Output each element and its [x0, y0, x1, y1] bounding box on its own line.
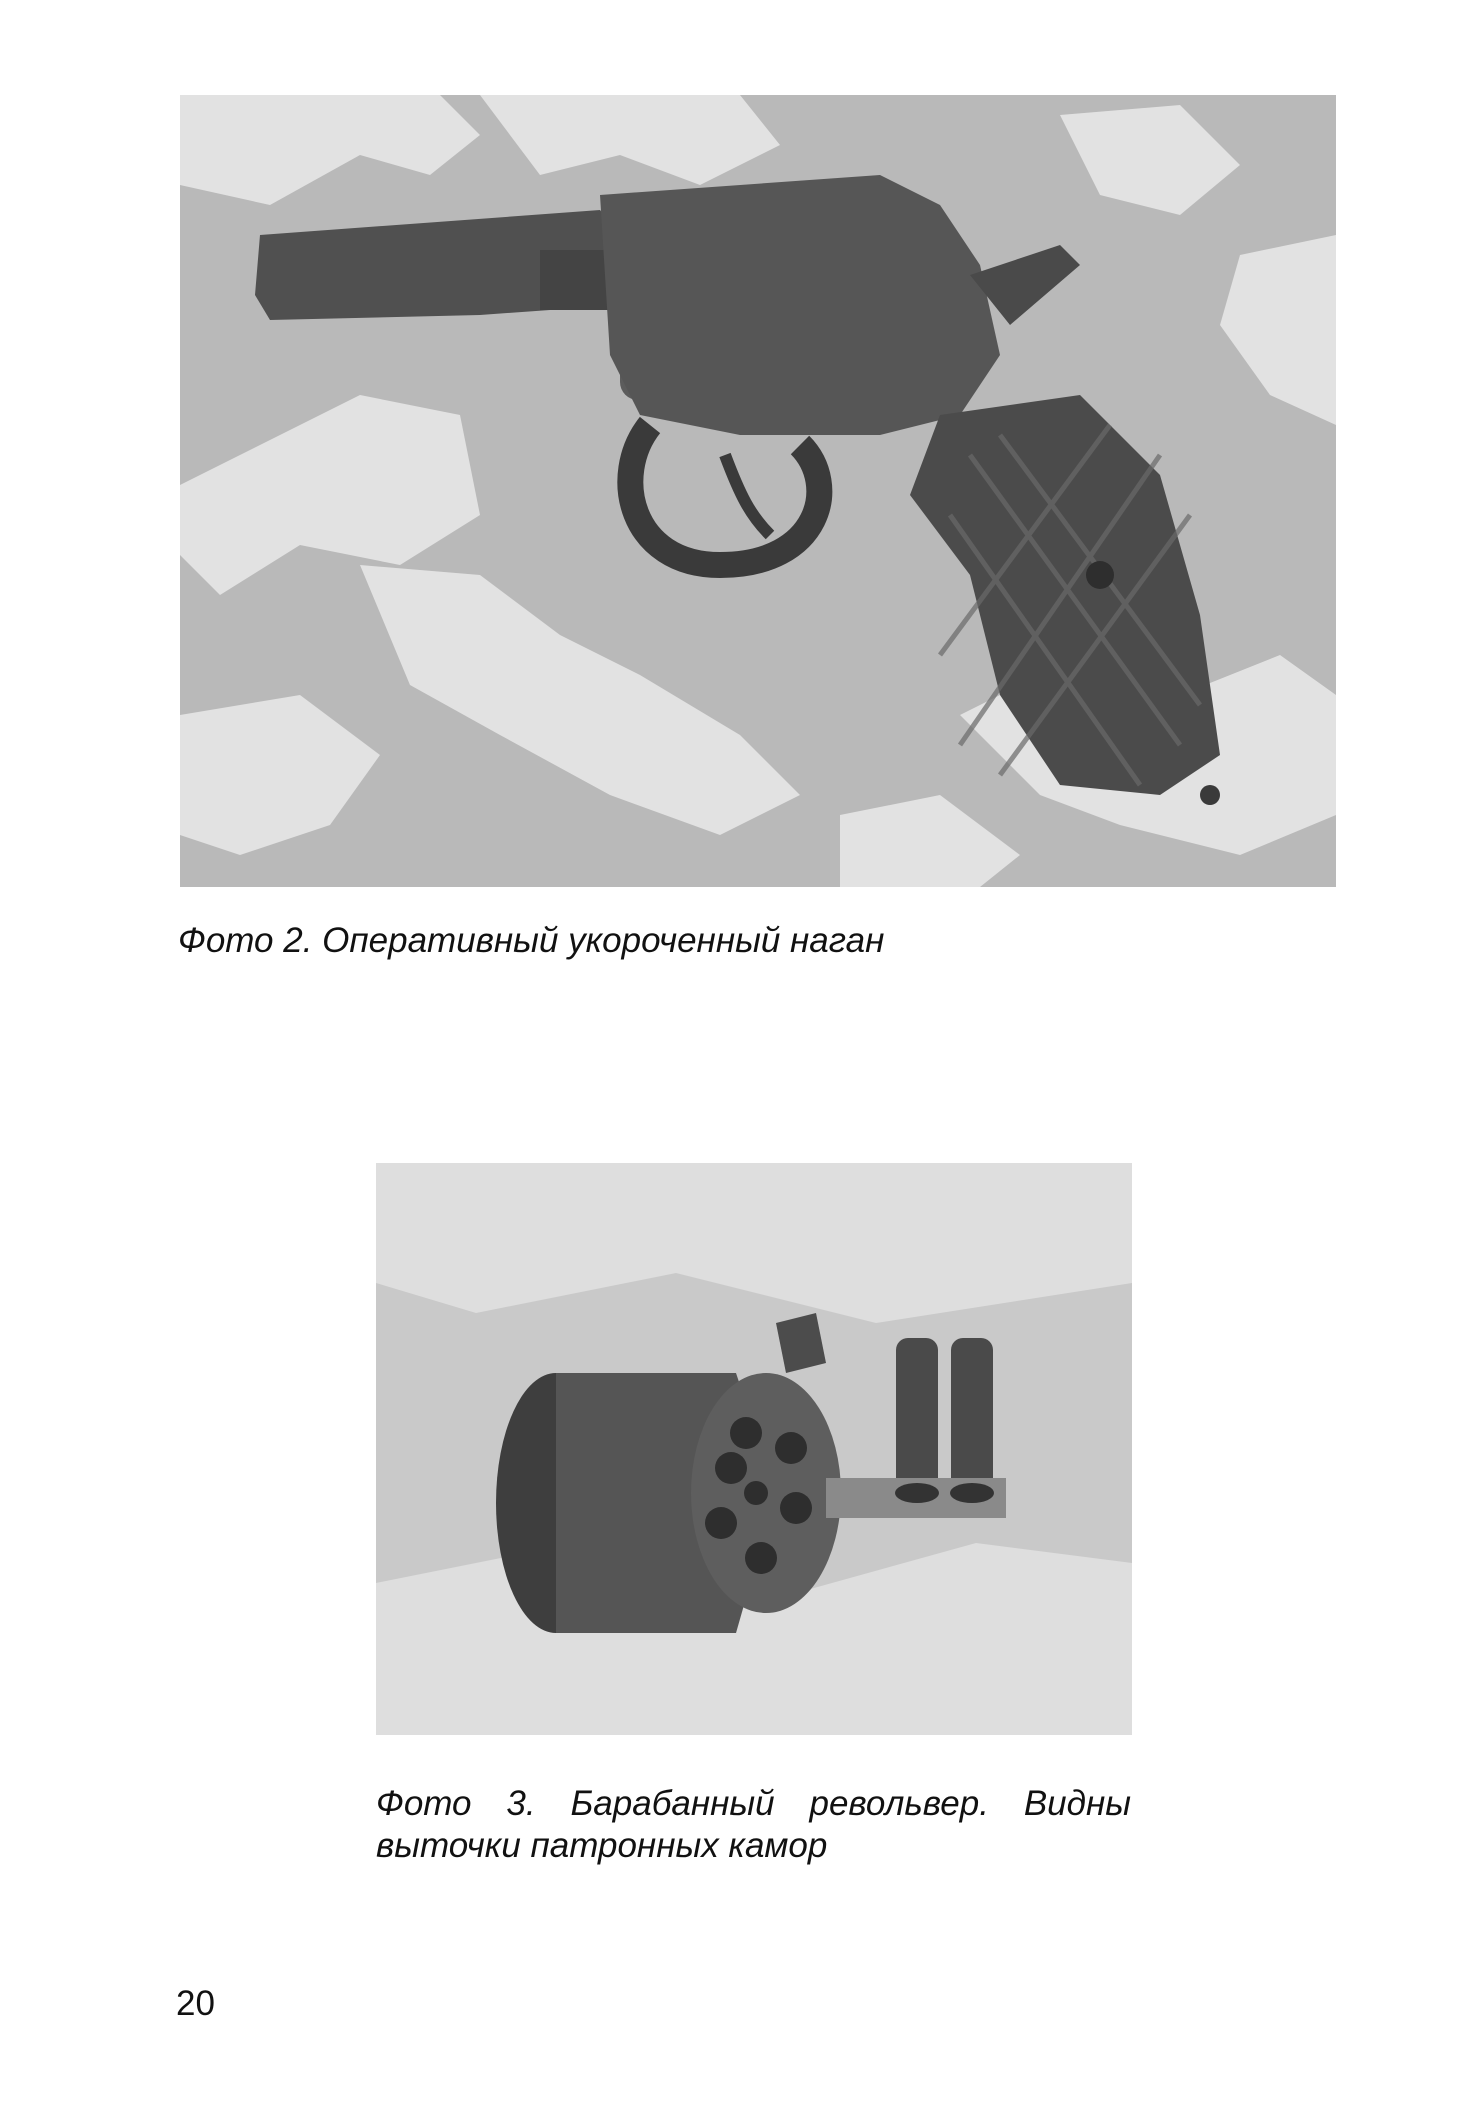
revolver-cylinder-photo: [376, 1163, 1132, 1735]
cylinder-illustration: [376, 1163, 1132, 1735]
revolver-photo: [180, 95, 1336, 887]
figure-caption: Фото 2. Оперативный укороченный наган: [178, 921, 885, 960]
revolver-illustration: [180, 95, 1336, 887]
figure-caption: Фото 3. Барабанный револьвер. Видны выточки патронных камор: [376, 1784, 1131, 1865]
page-number: 20: [176, 1984, 215, 2023]
